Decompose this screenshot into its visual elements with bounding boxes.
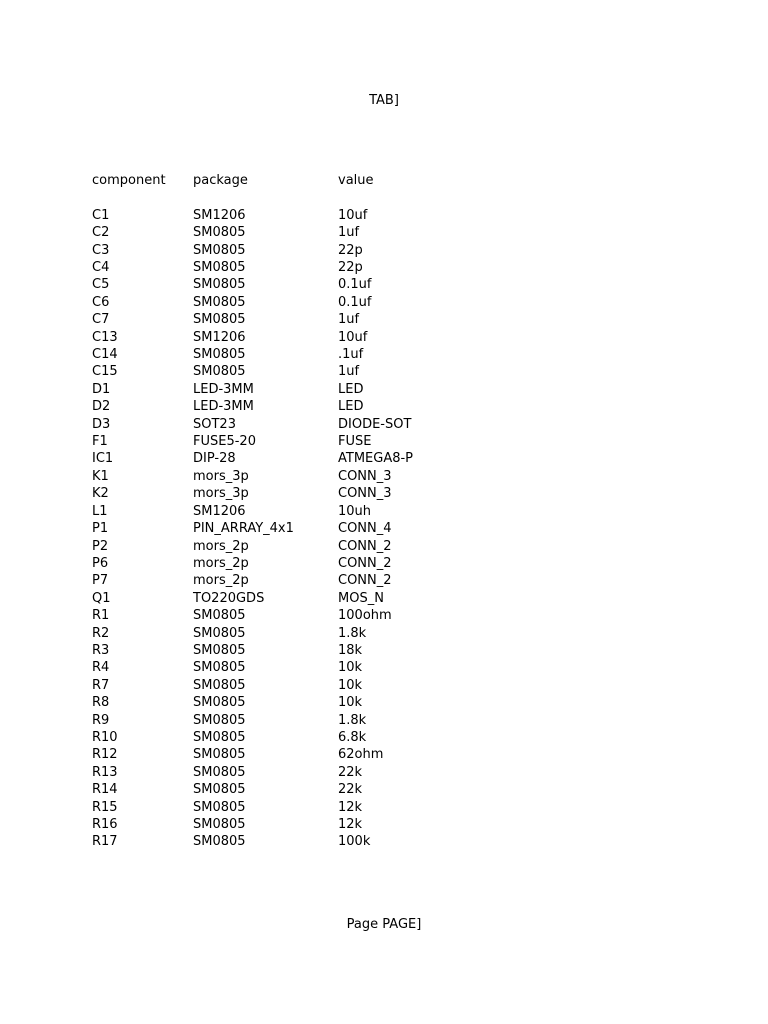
package-cell: SM0805 [193,695,246,711]
value-cell: 10uf [338,329,368,345]
table-row [92,729,458,746]
table-row [92,329,458,346]
component-cell: P7 [92,573,109,589]
table-row [92,259,458,276]
column-header-value: value [338,173,374,188]
component-cell: C4 [92,260,110,276]
value-cell: 10k [338,695,363,711]
table-row [92,242,458,259]
value-cell: 1uf [338,225,360,241]
component-cell: R16 [92,817,118,833]
component-cell: R12 [92,747,118,763]
value-cell: 10k [338,677,363,693]
package-cell: SM0805 [193,764,246,780]
package-cell: SM0805 [193,364,246,380]
table-row [92,677,458,694]
column-header-component: component [92,173,166,188]
value-cell: ATMEGA8-P [338,451,414,467]
component-cell: C7 [92,312,110,328]
value-cell: 1uf [338,312,360,328]
package-cell: SM0805 [193,660,246,676]
component-cell: R2 [92,625,110,641]
value-cell: FUSE [338,434,372,450]
package-cell: SM1206 [193,329,246,345]
component-cell: K2 [92,486,109,502]
value-cell: MOS_N [338,590,384,606]
column-header-package: package [193,173,248,188]
package-cell: SM0805 [193,834,246,850]
table-row [92,416,458,433]
component-cell: R14 [92,782,118,798]
package-cell: SM0805 [193,625,246,641]
table-row [92,607,458,624]
component-cell: R3 [92,642,110,658]
component-cell: R17 [92,834,118,850]
value-cell: CONN_2 [338,538,392,554]
component-cell: R10 [92,729,118,745]
table-row [92,625,458,642]
package-cell: SM1206 [193,207,246,223]
value-cell: 62ohm [338,747,384,763]
component-cell: C2 [92,225,110,241]
package-cell: SM0805 [193,225,246,241]
component-cell: F1 [92,434,108,450]
value-cell: 10uf [338,207,368,223]
value-cell: 100ohm [338,608,392,624]
table-row [92,659,458,676]
package-cell: SM0805 [193,312,246,328]
component-cell: C14 [92,347,118,363]
value-cell: 6.8k [338,729,367,745]
component-cell: R13 [92,764,118,780]
value-cell: 1uf [338,364,360,380]
table-row [92,781,458,798]
component-cell: C6 [92,294,110,310]
package-cell: SM0805 [193,747,246,763]
component-cell: IC1 [92,451,114,467]
value-cell: 0.1uf [338,277,372,293]
table-row [92,224,458,241]
value-cell: 22k [338,764,363,780]
table-row [92,694,458,711]
component-cell: P2 [92,538,109,554]
table-row [92,485,458,502]
component-cell: R1 [92,608,110,624]
package-cell: SM1206 [193,503,246,519]
value-cell: 12k [338,799,363,815]
value-cell: 1.8k [338,625,367,641]
table-header-row [92,172,458,207]
table-row [92,816,458,833]
package-cell: SM0805 [193,817,246,833]
table-row [92,294,458,311]
component-cell: P6 [92,555,109,571]
package-cell: SM0805 [193,242,246,258]
table-row [92,433,458,450]
component-cell: C1 [92,207,110,223]
value-cell: LED [338,399,364,415]
table-row [92,764,458,781]
page-footer: Page PAGE] [346,917,422,932]
component-cell: P1 [92,521,109,537]
table-row [92,346,458,363]
table-row [92,799,458,816]
table-row [92,398,458,415]
value-cell: .1uf [338,347,364,363]
package-cell: SM0805 [193,608,246,624]
value-cell: 10uh [338,503,372,519]
value-cell: LED [338,381,364,397]
table-row [92,712,458,729]
value-cell: 22k [338,782,363,798]
package-cell: SM0805 [193,277,246,293]
package-cell: SM0805 [193,712,246,728]
component-cell: R9 [92,712,110,728]
table-row [92,520,458,537]
package-cell: SM0805 [193,799,246,815]
package-cell: mors_3p [193,486,249,502]
table-row [92,381,458,398]
table-row [92,833,458,850]
table-body [92,207,458,851]
component-cell: C15 [92,364,118,380]
value-cell: 10k [338,660,363,676]
value-cell: 18k [338,642,363,658]
package-cell: TO220GDS [193,590,265,606]
value-cell: CONN_2 [338,555,392,571]
table-row [92,555,458,572]
table-row [92,572,458,589]
table-row [92,590,458,607]
table-row [92,746,458,763]
package-cell: SM0805 [193,294,246,310]
table-row [92,311,458,328]
value-cell: 22p [338,242,363,258]
value-cell: 0.1uf [338,294,372,310]
package-cell: SM0805 [193,729,246,745]
package-cell: mors_2p [193,555,249,571]
package-cell: SOT23 [193,416,236,432]
value-cell: 22p [338,260,363,276]
value-cell: 100k [338,834,371,850]
component-cell: L1 [92,503,108,519]
value-cell: 12k [338,817,363,833]
component-cell: R15 [92,799,118,815]
package-cell: SM0805 [193,347,246,363]
component-cell: D3 [92,416,111,432]
table-row [92,503,458,520]
table-row [92,468,458,485]
table-row [92,450,458,467]
table-row [92,207,458,224]
component-cell: D2 [92,399,111,415]
value-cell: DIODE-SOT [338,416,412,432]
package-cell: SM0805 [193,260,246,276]
package-cell: DIP-28 [193,451,236,467]
package-cell: PIN_ARRAY_4x1 [193,521,294,537]
table-row [92,363,458,380]
table-row [92,276,458,293]
package-cell: FUSE5-20 [193,434,256,450]
value-cell: CONN_2 [338,573,392,589]
package-cell: SM0805 [193,642,246,658]
table-row [92,642,458,659]
component-cell: C13 [92,329,118,345]
value-cell: 1.8k [338,712,367,728]
page-header: TAB] [369,93,399,108]
value-cell: CONN_4 [338,521,392,537]
component-cell: R4 [92,660,110,676]
package-cell: mors_3p [193,468,249,484]
value-cell: CONN_3 [338,486,392,502]
package-cell: SM0805 [193,782,246,798]
package-cell: LED-3MM [193,399,254,415]
value-cell: CONN_3 [338,468,392,484]
package-cell: mors_2p [193,538,249,554]
component-cell: R8 [92,695,110,711]
component-cell: Q1 [92,590,111,606]
component-cell: R7 [92,677,110,693]
package-cell: LED-3MM [193,381,254,397]
package-cell: SM0805 [193,677,246,693]
package-cell: mors_2p [193,573,249,589]
component-cell: C3 [92,242,110,258]
table-row [92,538,458,555]
component-cell: K1 [92,468,109,484]
component-cell: D1 [92,381,111,397]
component-cell: C5 [92,277,110,293]
bom-table [92,172,458,851]
